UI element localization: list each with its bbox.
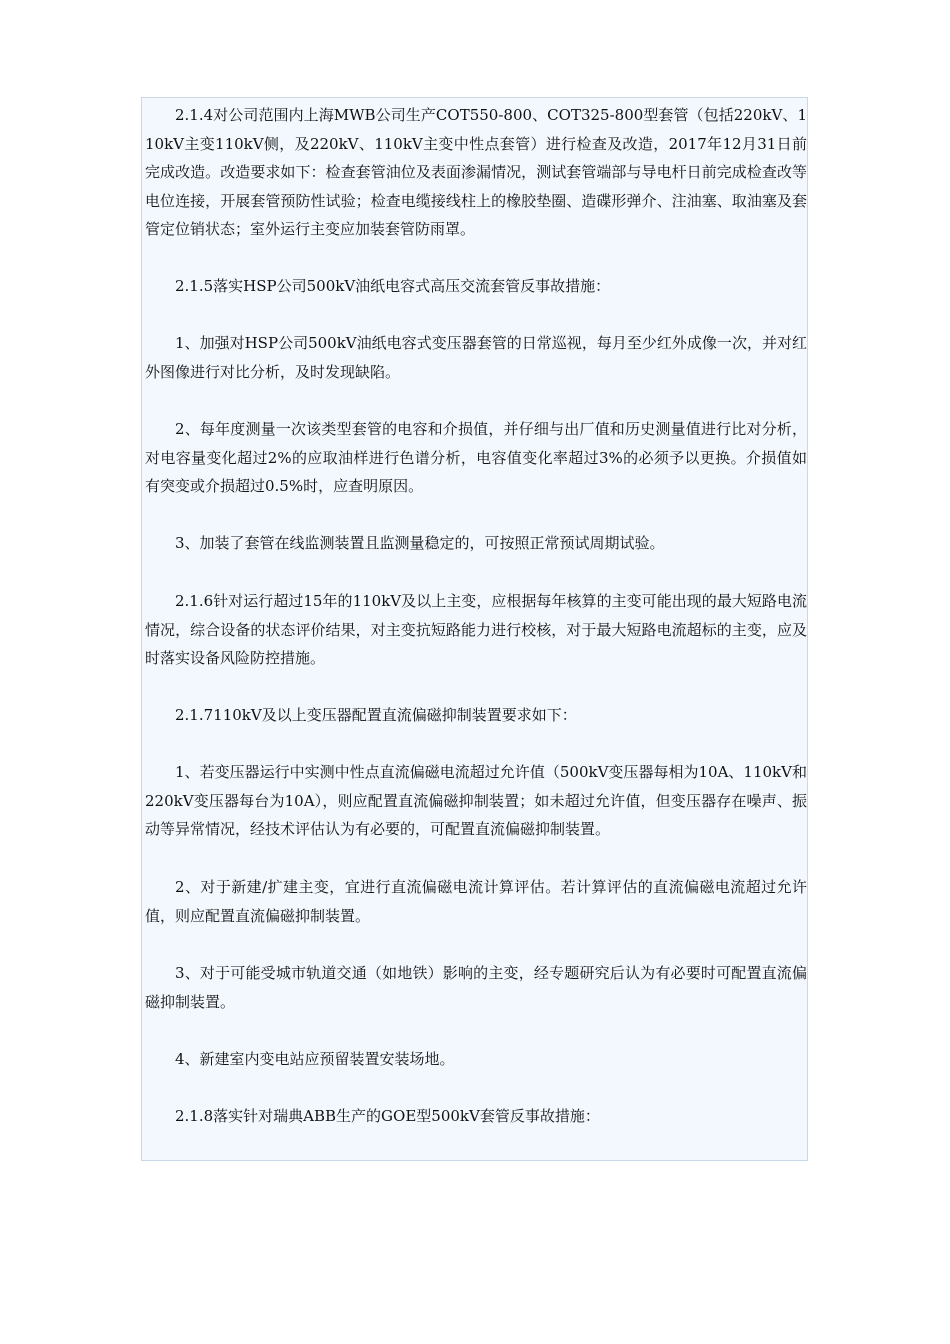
paragraph-2-1-7-item-4: 4、新建室内变电站应预留装置安装场地。 — [175, 1050, 455, 1068]
paragraph-2-1-5-item-3: 3、加装了套管在线监测装置且监测量稳定的，可按照正常预试周期试验。 — [175, 534, 665, 552]
paragraph-2-1-5-item-1: 1、加强对HSP公司500kV油纸电容式变压器套管的日常巡视，每月至少红外成像一次，并对红外图像进行对比分析，及时发现缺陷。 — [145, 334, 807, 381]
paragraph-2-1-7: 2.1.7110kV及以上变压器配置直流偏磁抑制装置要求如下： — [175, 706, 577, 724]
paragraph-2-1-5-item-2: 2、每年度测量一次该类型套管的电容和介损值，并仔细与出厂值和历史测量值进行比对分析，对电容量变化超过2%的应取油样进行色谱分析，电容值变化率超过3%的必须予以更换。介损值如有突变或介损超过0.5%时，应查明原因。 — [145, 420, 807, 495]
paragraph-2-1-7-item-3: 3、对于可能受城市轨道交通（如地铁）影响的主变，经专题研究后认为有必要时可配置直流偏磁抑制装置。 — [145, 964, 807, 1011]
paragraph-2-1-7-item-1: 1、若变压器运行中实测中性点直流偏磁电流超过允许值（500kV变压器每相为10A、110kV和220kV变压器每台为10A），则应配置直流偏磁抑制装置；如未超过允许值，但变压器存在噪声、振动等异常情况，经技术评估认为有必要的，可配置直流偏磁抑制装置。 — [145, 763, 807, 838]
paragraph-2-1-4: 2.1.4对公司范围内上海MWB公司生产COT550-800、COT325-800型套管（包括220kV、110kV主变110kV侧，及220kV、110kV主变中性点套管）进行检查及改造，2017年12月31日前完成改造。改造要求如下：检查套管油位及表面渗漏情况，测试套管端部与导电杆日前完成检查改等电位连接，开展套管预防性试验；检查电缆接线柱上的橡胶垫圈、造碟形弹介、注油塞、取油塞及套管定位销状态；室外运行主变应加装套管防雨罩。 — [145, 106, 807, 238]
paragraph-2-1-6: 2.1.6针对运行超过15年的110kV及以上主变，应根据每年核算的主变可能出现的最大短路电流情况，综合设备的状态评价结果，对主变抗短路能力进行校核，对于最大短路电流超标的主变，应及时落实设备风险防控措施。 — [145, 592, 807, 667]
paragraph-2-1-7-item-2: 2、对于新建/扩建主变，宜进行直流偏磁电流计算评估。若计算评估的直流偏磁电流超过允许值，则应配置直流偏磁抑制装置。 — [145, 878, 807, 925]
paragraph-2-1-8: 2.1.8落实针对瑞典ABB生产的GOE型500kV套管反事故措施： — [175, 1107, 600, 1125]
content-box — [141, 97, 808, 1161]
paragraph-2-1-5: 2.1.5落实HSP公司500kV油纸电容式高压交流套管反事故措施： — [175, 277, 611, 295]
